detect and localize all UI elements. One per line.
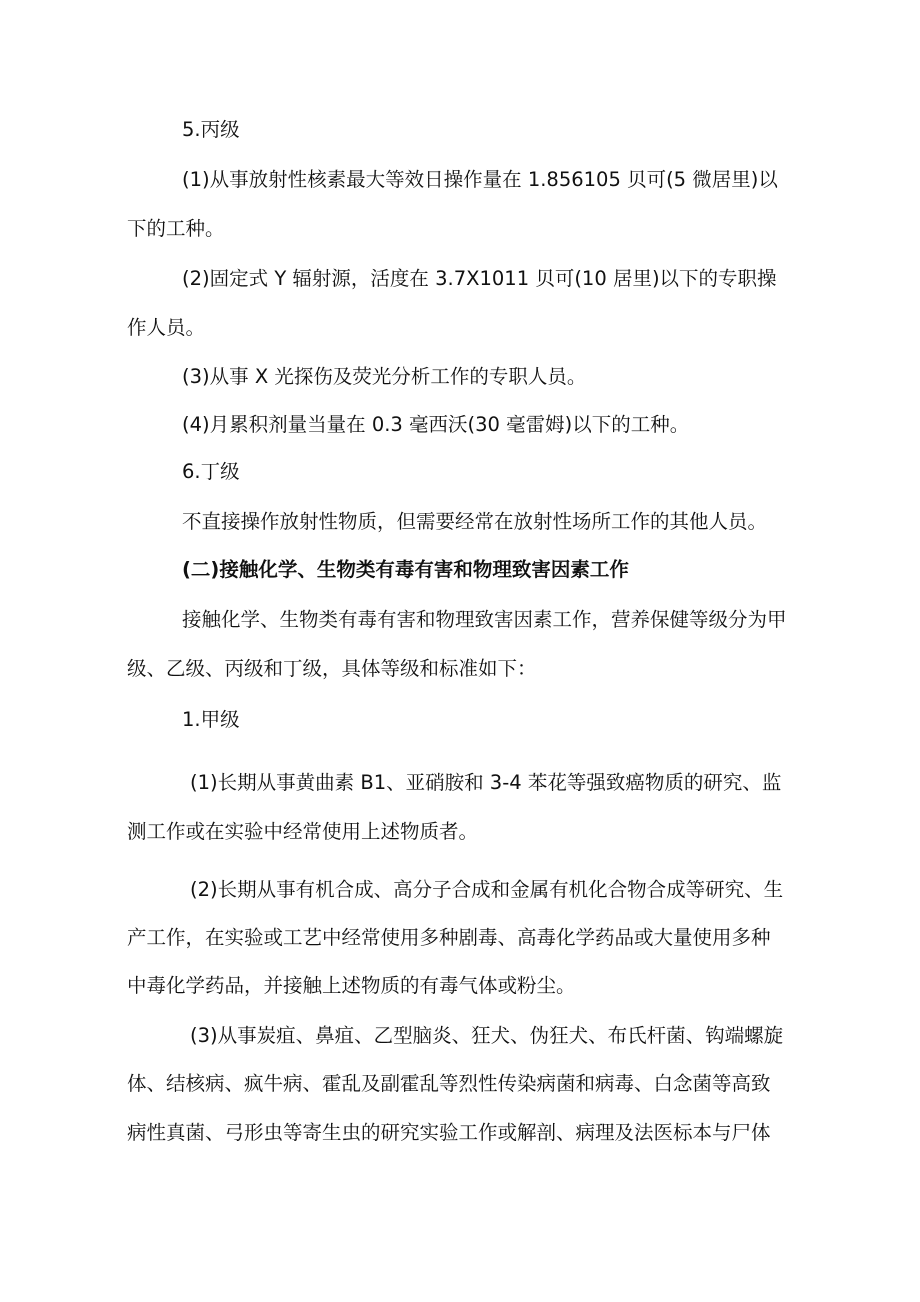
section-heading-grade-c: 5.丙级 [182, 118, 240, 141]
paragraph-line: (3)从事炭疽、鼻疽、乙型脑炎、狂犬、伪狂犬、布氏杆菌、钩端螺旋 [190, 1024, 784, 1047]
section-heading-grade-a: 1.甲级 [182, 708, 240, 731]
section-heading-grade-d: 6.丁级 [182, 460, 240, 483]
paragraph-line: (1)长期从事黄曲素 B1、亚硝胺和 3-4 苯花等强致癌物质的研究、监 [190, 771, 782, 794]
paragraph-line: 不直接操作放射性物质，但需要经常在放射性场所工作的其他人员。 [182, 510, 768, 533]
paragraph-line: 病性真菌、弓形虫等寄生虫的研究实验工作或解剖、病理及法医标本与尸体 [127, 1121, 771, 1144]
paragraph-line: (3)从事 X 光探伤及荧光分析工作的专职人员。 [182, 365, 587, 388]
paragraph-line: (2)固定式 Y 辐射源，活度在 3.7X1011 贝可(10 居里)以下的专职操 [182, 267, 777, 290]
paragraph-line: (2)长期从事有机合成、高分子合成和金属有机化合物合成等研究、生 [190, 878, 784, 901]
paragraph-line: 接触化学、生物类有毒有害和物理致害因素工作，营养保健等级分为甲 [182, 608, 787, 631]
paragraph-line: 中毒化学药品，并接触上述物质的有毒气体或粉尘。 [127, 974, 576, 997]
paragraph-line: (1)从事放射性核素最大等效日操作量在 1.856105 贝可(5 微居里)以 [182, 168, 778, 191]
paragraph-line: 作人员。 [127, 316, 206, 339]
paragraph-line: 产工作，在实验或工艺中经常使用多种剧毒、高毒化学药品或大量使用多种 [127, 926, 771, 949]
paragraph-line: 体、结核病、疯牛病、霍乱及副霍乱等烈性传染病菌和病毒、白念菌等高致 [127, 1072, 771, 1095]
paragraph-line: 测工作或在实验中经常使用上述物质者。 [127, 820, 479, 843]
paragraph-line: 级、乙级、丙级和丁级，具体等级和标准如下： [127, 657, 537, 680]
paragraph-line: 下的工种。 [127, 217, 225, 240]
paragraph-line: (4)月累积剂量当量在 0.3 毫西沃(30 毫雷姆)以下的工种。 [182, 413, 690, 436]
section-heading-chemical-biological: (二)接触化学、生物类有毒有害和物理致害因素工作 [182, 558, 629, 581]
